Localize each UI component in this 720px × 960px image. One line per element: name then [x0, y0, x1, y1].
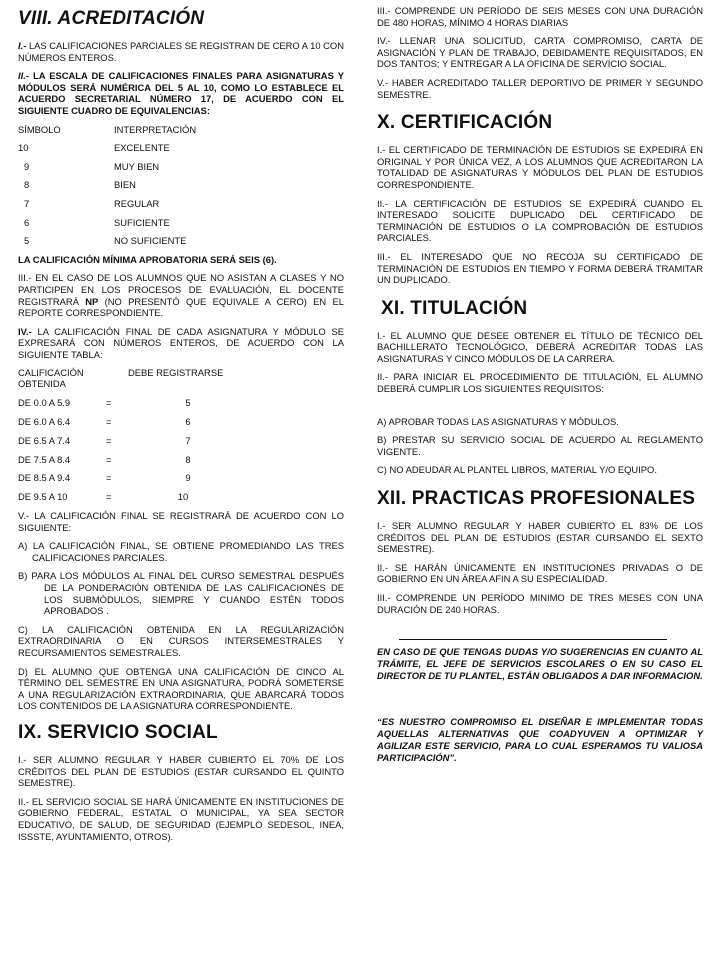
servicio-item-5: V.- HABER ACREDITADO TALLER DEPORTIVO DE PRIMER Y SEGUNDO SEMESTRE.: [377, 76, 703, 100]
acreditacion-item-5a: A) LA CALIFICACIÓN FINAL, SE OBTIENE PROMEDIANDO LAS TRES CALIFICACIONES PARCIALES.: [18, 540, 344, 563]
section-title-practicas: XII. PRACTICAS PROFESIONALES: [377, 488, 696, 510]
section-title-servicio-social: IX. SERVICIO SOCIAL: [18, 721, 218, 743]
acreditacion-item-4: IV.- LA CALIFICACIÓN FINAL DE CADA ASIGNATURA Y MÓDULO SE EXPRESARÁ CON NÚMEROS ENTEROS, DE ACUERDO CON LA SIGUIENTE TABLA:: [18, 325, 344, 360]
grade-table-row: DE 6.0 A 6.4 = 6: [18, 416, 191, 428]
acreditacion-item-5: V.- LA CALIFICACIÓN FINAL SE REGISTRARÁ DE ACUERDO CON LO SIGUIENTE:: [18, 510, 344, 533]
certificacion-item-1: I.- EL CERTIFICADO DE TERMINACIÓN DE ESTUDIOS SE EXPEDIRÁ EN ORIGINAL Y POR ÚNICA VEZ, A LOS ALUMNOS QUE ACREDITARON LA TOTALIDAD DE ASIGNATURAS Y MÓDULOS DEL PLAN DE ESTUDIOS CORRESPONDIENTE.: [377, 144, 703, 190]
practicas-item-3: III.- COMPRENDE UN PERÍODO MINIMO DE TRES MESES CON UNA DURACIÓN DE 240 HORAS.: [377, 592, 703, 615]
commitment-quote: “ES NUESTRO COMPROMISO EL DISEÑAR E IMPLEMENTAR TODAS AQUELLAS ALTERNATIVAS QUE COADYUVEN A OPTIMIZAR Y AGILIZAR ESTE SERVICIO, PARA LO CUAL ESPERAMOS TU VALIOSA PARTICIPACIÓN”.: [377, 716, 703, 764]
scale-header-meaning: INTERPRETACIÓN: [114, 123, 197, 135]
scale-header-symbol: SÍMBOLO: [18, 123, 61, 135]
scale-row: 8 BIEN: [24, 179, 136, 191]
acreditacion-item-2: II.- LA ESCALA DE CALIFICACIONES FINALES PARA ASIGNATURAS Y MÓDULOS SERÁ NUMÉRICA DEL 5 AL 10, COMO LO ESTABLECE EL ACUERDO SECRETARIAL NÚMERO 17, DE ACUERDO CON EL SIGUIENTE CUADRO DE EQUIVALENCIAS:: [18, 70, 344, 116]
section-title-titulacion: XI. TITULACIÓN: [381, 297, 528, 319]
certificacion-item-2: II.- LA CERTIFICACIÓN DE ESTUDIOS SE EXPEDIRÁ CUANDO EL INTERESADO SOLICITE DUPLICADO DEL CERTIFICADO DE TERMINACIÓN DE ESTUDIOS O LA COMPROBACIÓN DE ESTUDIOS PARCIALES.: [377, 197, 703, 244]
contact-note: EN CASO DE QUE TENGAS DUDAS Y/O SUGERENCIAS EN CUANTO AL TRÁMITE, EL JEFE DE SERVICIOS ESCOLARES O EN SU CASO EL DIRECTOR DE TU PLANTEL, ESTÁN OBLIGADOS A DAR INFORMACION.: [377, 646, 703, 682]
acreditacion-item-5b: B) PARA LOS MÓDULOS AL FINAL DEL CURSO SEMESTRAL DESPUÉS DE LA PONDERACIÓN OBTENIDA DE LAS CALIFICACIONES DE LOS SUBMÓDULOS, SIEMPRE Y CUANDO ESTÉN TODOS APROBADOS .: [18, 570, 344, 617]
divider-line: [399, 639, 667, 640]
grade-table-row: DE 8.5 A 9.4 = 9: [18, 472, 191, 484]
grade-table-row: DE 6.5 A 7.4 = 7: [18, 434, 191, 446]
servicio-item-3: III.- COMPRENDE UN PERÍODO DE SEIS MESES CON UNA DURACIÓN DE 480 HORAS, MÍNIMO 4 HORAS DIARIAS: [377, 5, 703, 28]
acreditacion-item-3: III.- EN EL CASO DE LOS ALUMNOS QUE NO ASISTAN A CLASES Y NO PARTICIPEN EN LOS PROCESOS DE EVALUACIÓN, EL DOCENTE REGISTRARÁ NP (NO PRESENTÓ QUE EQUIVALE A CERO) EN EL REPORTE CORRESPONDIENTE.: [18, 272, 344, 319]
section-title-certificacion: X. CERTIFICACIÓN: [377, 112, 553, 134]
acreditacion-item-5c: C) LA CALIFICACIÓN OBTENIDA EN LA REGULARIZACIÓN EXTRAORDINARIA O EN CURSOS INTERSEMESTRALES Y RECURSAMIENTOS SEMESTRALES.: [18, 623, 344, 658]
titulacion-req-b: B) PRESTAR SU SERVICIO SOCIAL DE ACUERDO AL REGLAMENTO VIGENTE.: [377, 434, 703, 457]
scale-row: 6 SUFICIENTE: [24, 216, 170, 228]
titulacion-req-c: C) NO ADEUDAR AL PLANTEL LIBROS, MATERIAL Y/O EQUIPO.: [377, 464, 657, 476]
grade-table-header-register: DEBE REGISTRARSE: [128, 367, 224, 379]
grade-table-row: DE 7.5 A 8.4 = 8: [18, 453, 191, 465]
section-title-acreditacion: VIII. ACREDITACIÓN: [18, 8, 205, 29]
grade-table-header-obtained: CALIFICACIÓN OBTENIDA: [18, 367, 84, 390]
acreditacion-item-5d: D) EL ALUMNO QUE OBTENGA UNA CALIFICACIÓN DE CINCO AL TÉRMINO DEL SEMESTRE EN UNA ASIGNATURA, PODRÁ SOMETERSE A UNA REGULARIZACIÓN EXTRAORDINARIA, QUE ABARCARÁ TODOS LOS CONTENIDOS DE LA ASIGNATURA CORRESPONDIENTE.: [18, 665, 344, 712]
scale-row: 9 MUY BIEN: [24, 160, 160, 172]
scale-row: 7 REGULAR: [24, 197, 160, 209]
scale-row: 10 EXCELENTE: [18, 142, 170, 154]
grade-table-row: DE 0.0 A 5.9 = 5: [18, 397, 191, 409]
scale-row: 5 NO SUFICIENTE: [24, 235, 187, 247]
scale-header-row: [18, 124, 344, 135]
practicas-item-1: I.- SER ALUMNO REGULAR Y HABER CUBIERTO EL 83% DE LOS CRÉDITOS DEL PLAN DE ESTUDIOS (ESTAR CURSANDO EL SEXTO SEMESTRE).: [377, 520, 703, 555]
right-column: [377, 0, 703, 798]
servicio-item-2: II.- EL SERVICIO SOCIAL SE HARÁ ÚNICAMENTE EN INSTITUCIONES DE GOBIERNO FEDERAL, ESTATAL O MUNICIPAL, YA SEA SECTOR EDUCATIVO, DE SALUD, DE SEGURIDAD (EJEMPLO SEDESOL, INEA, ISSSTE, AYUNTAMIENTO, OTROS).: [18, 795, 344, 842]
acreditacion-item-1: I.- LAS CALIFICACIONES PARCIALES SE REGISTRAN DE CERO A 10 CON NÚMEROS ENTEROS.: [18, 40, 344, 63]
left-column: [18, 0, 344, 849]
titulacion-req-a: A) APROBAR TODAS LAS ASIGNATURAS Y MÓDULOS.: [377, 415, 619, 427]
titulacion-item-1: I.- EL ALUMNO QUE DESEE OBTENER EL TÍTULO DE TÉCNICO DEL BACHILLERATO TECNOLÓGICO, DEBERÁ ACREDITAR TODAS LAS ASIGNATURAS Y CINCO MÓDULOS DE LA CARRERA.: [377, 329, 703, 364]
grade-table-row: DE 9.5 A 10 = 10: [18, 491, 189, 503]
minimum-grade: LA CALIFICACIÓN MÍNIMA APROBATORIA SERÁ SEIS (6).: [18, 253, 277, 265]
titulacion-item-2: II.- PARA INICIAR EL PROCEDIMIENTO DE TITULACIÓN, EL ALUMNO DEBERÁ CUMPLIR LOS SIGUIENTES REQUISITOS:: [377, 371, 703, 395]
servicio-item-4: IV.- LLENAR UNA SOLICITUD, CARTA COMPROMISO, CARTA DE ASIGNACIÓN Y PLAN DE TRABAJO, DEBIDAMENTE REQUISITADOS, EN DOS TANTOS; Y ENTREGAR A LA OFICINA DE SERVICIO SOCIAL.: [377, 35, 703, 70]
practicas-item-2: II.- SE HARÁN ÚNICAMENTE EN INSTITUCIONES PRIVADAS O DE GOBIERNO EN UN ÁREA AFIN A SU ESPECIALIDAD.: [377, 561, 703, 585]
servicio-item-1: I.- SER ALUMNO REGULAR Y HABER CUBIERTO EL 70% DE LOS CRÉDITOS DEL PLAN DE ESTUDIOS (ESTAR CURSANDO EL QUINTO SEMESTRE).: [18, 753, 344, 789]
certificacion-item-3: III.- EL INTERESADO QUE NO RECOJA SU CERTIFICADO DE TERMINACIÓN DE ESTUDIOS EN TIEMPO Y FORMA DEBERÁ TRAMITAR UN DUPLICADO.: [377, 250, 703, 286]
grade-table-header: [18, 367, 344, 389]
